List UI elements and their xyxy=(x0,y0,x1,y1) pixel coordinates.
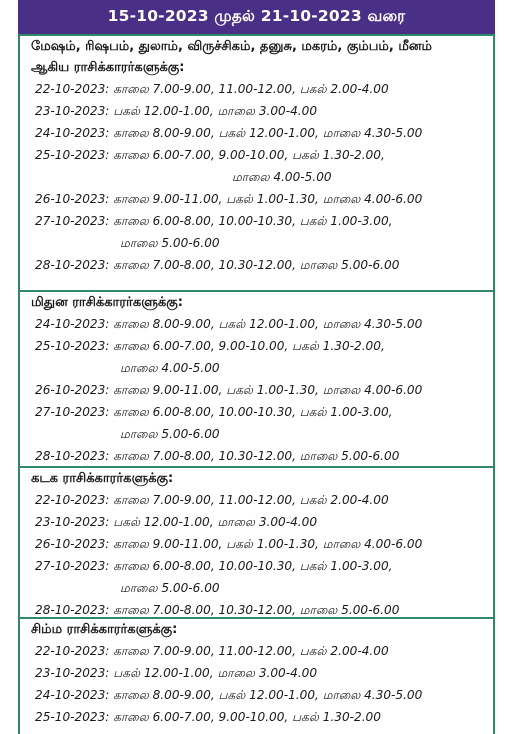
time-row xyxy=(20,379,493,401)
time-row-continuation: மாலை 5.00-6.00 xyxy=(120,427,220,441)
section-title: மேஷம், ரிஷபம், துலாம், விருச்சிகம், தனுசு, மகரம், கும்பம், மீனம் xyxy=(31,39,432,54)
row-date: 28-10-2023: xyxy=(35,603,110,617)
time-row xyxy=(20,533,493,555)
row-date: 22-10-2023: xyxy=(35,82,110,96)
row-times: காலை 6.00-7.00, 9.00-10.00, பகல் 1.30-2.00 xyxy=(113,710,381,724)
row-times: காலை 8.00-9.00, பகல் 12.00-1.00, மாலை 4.30-5.00 xyxy=(113,688,423,702)
time-row-continuation: மாலை 5.00-6.00 xyxy=(120,581,220,595)
row-date: 26-10-2023: xyxy=(35,383,110,397)
row-date: 23-10-2023: xyxy=(35,666,110,680)
time-row-continuation: மாலை 4.00-5.00 xyxy=(120,361,220,375)
row-times: காலை 7.00-8.00, 10.30-12.00, மாலை 5.00-6.00 xyxy=(113,449,400,463)
row-times: காலை 7.00-9.00, 11.00-12.00, பகல் 2.00-4.00 xyxy=(113,82,389,96)
schedule-header xyxy=(18,0,495,34)
section-title: கடக ராசிக்காரர்களுக்கு: xyxy=(31,471,174,486)
row-times: காலை 8.00-9.00, பகல் 12.00-1.00, மாலை 4.30-5.00 xyxy=(113,126,423,140)
time-row xyxy=(20,706,493,728)
row-date: 22-10-2023: xyxy=(35,644,110,658)
time-row xyxy=(20,489,493,511)
time-row xyxy=(20,662,493,684)
time-row xyxy=(20,511,493,533)
row-date: 27-10-2023: xyxy=(35,405,110,419)
time-row xyxy=(20,401,493,423)
time-row xyxy=(20,122,493,144)
row-date: 24-10-2023: xyxy=(35,126,110,140)
section-title: சிம்ம ராசிக்காரர்களுக்கு: xyxy=(31,622,178,637)
row-date: 28-10-2023: xyxy=(35,258,110,272)
time-row xyxy=(20,640,493,662)
row-times: பகல் 12.00-1.00, மாலை 3.00-4.00 xyxy=(113,515,318,529)
header-title: 15-10-2023 முதல் 21-10-2023 வரை xyxy=(107,7,406,25)
row-times: காலை 7.00-8.00, 10.30-12.00, மாலை 5.00-6.00 xyxy=(113,603,400,617)
rasi-section-2 xyxy=(20,466,493,621)
row-date: 26-10-2023: xyxy=(35,192,110,206)
row-date: 23-10-2023: xyxy=(35,515,110,529)
rasi-section-1 xyxy=(20,290,493,467)
row-date: 24-10-2023: xyxy=(35,317,110,331)
row-times: காலை 7.00-9.00, 11.00-12.00, பகல் 2.00-4.00 xyxy=(113,644,389,658)
row-date: 22-10-2023: xyxy=(35,493,110,507)
time-row xyxy=(20,313,493,335)
row-times: பகல் 12.00-1.00, மாலை 3.00-4.00 xyxy=(113,666,318,680)
row-date: 25-10-2023: xyxy=(35,148,110,162)
time-row xyxy=(20,144,493,166)
time-row xyxy=(20,78,493,100)
row-times: காலை 6.00-8.00, 10.00-10.30, பகல் 1.00-3.00, xyxy=(113,559,393,573)
section-title: ஆகிய ராசிக்காரர்களுக்கு: xyxy=(31,60,185,75)
row-times: காலை 6.00-7.00, 9.00-10.00, பகல் 1.30-2.00, xyxy=(113,339,385,353)
time-row xyxy=(20,335,493,357)
rasi-section-3 xyxy=(20,617,493,728)
row-date: 23-10-2023: xyxy=(35,104,110,118)
time-row xyxy=(20,684,493,706)
row-date: 25-10-2023: xyxy=(35,339,110,353)
row-date: 25-10-2023: xyxy=(35,710,110,724)
row-times: காலை 9.00-11.00, பகல் 1.00-1.30, மாலை 4.00-6.00 xyxy=(113,537,423,551)
time-row xyxy=(20,555,493,577)
time-row-continuation: மாலை 5.00-6.00 xyxy=(120,236,220,250)
row-date: 27-10-2023: xyxy=(35,214,110,228)
row-date: 27-10-2023: xyxy=(35,559,110,573)
time-row xyxy=(20,210,493,232)
section-title: மிதுன ராசிக்காரர்களுக்கு: xyxy=(31,295,183,310)
time-row xyxy=(20,188,493,210)
row-times: காலை 7.00-9.00, 11.00-12.00, பகல் 2.00-4.00 xyxy=(113,493,389,507)
time-row xyxy=(20,254,493,276)
time-row xyxy=(20,100,493,122)
row-times: காலை 8.00-9.00, பகல் 12.00-1.00, மாலை 4.30-5.00 xyxy=(113,317,423,331)
time-row-continuation: மாலை 4.00-5.00 xyxy=(232,170,332,184)
row-times: காலை 6.00-8.00, 10.00-10.30, பகல் 1.00-3.00, xyxy=(113,405,393,419)
row-date: 26-10-2023: xyxy=(35,537,110,551)
row-date: 28-10-2023: xyxy=(35,449,110,463)
row-times: காலை 6.00-7.00, 9.00-10.00, பகல் 1.30-2.00, xyxy=(113,148,385,162)
time-row xyxy=(20,445,493,467)
row-times: காலை 6.00-8.00, 10.00-10.30, பகல் 1.00-3.00, xyxy=(113,214,393,228)
row-date: 24-10-2023: xyxy=(35,688,110,702)
row-times: காலை 7.00-8.00, 10.30-12.00, மாலை 5.00-6.00 xyxy=(113,258,400,272)
row-times: காலை 9.00-11.00, பகல் 1.00-1.30, மாலை 4.00-6.00 xyxy=(113,192,423,206)
row-times: பகல் 12.00-1.00, மாலை 3.00-4.00 xyxy=(113,104,318,118)
rasi-section-0 xyxy=(20,34,493,276)
row-times: காலை 9.00-11.00, பகல் 1.00-1.30, மாலை 4.00-6.00 xyxy=(113,383,423,397)
